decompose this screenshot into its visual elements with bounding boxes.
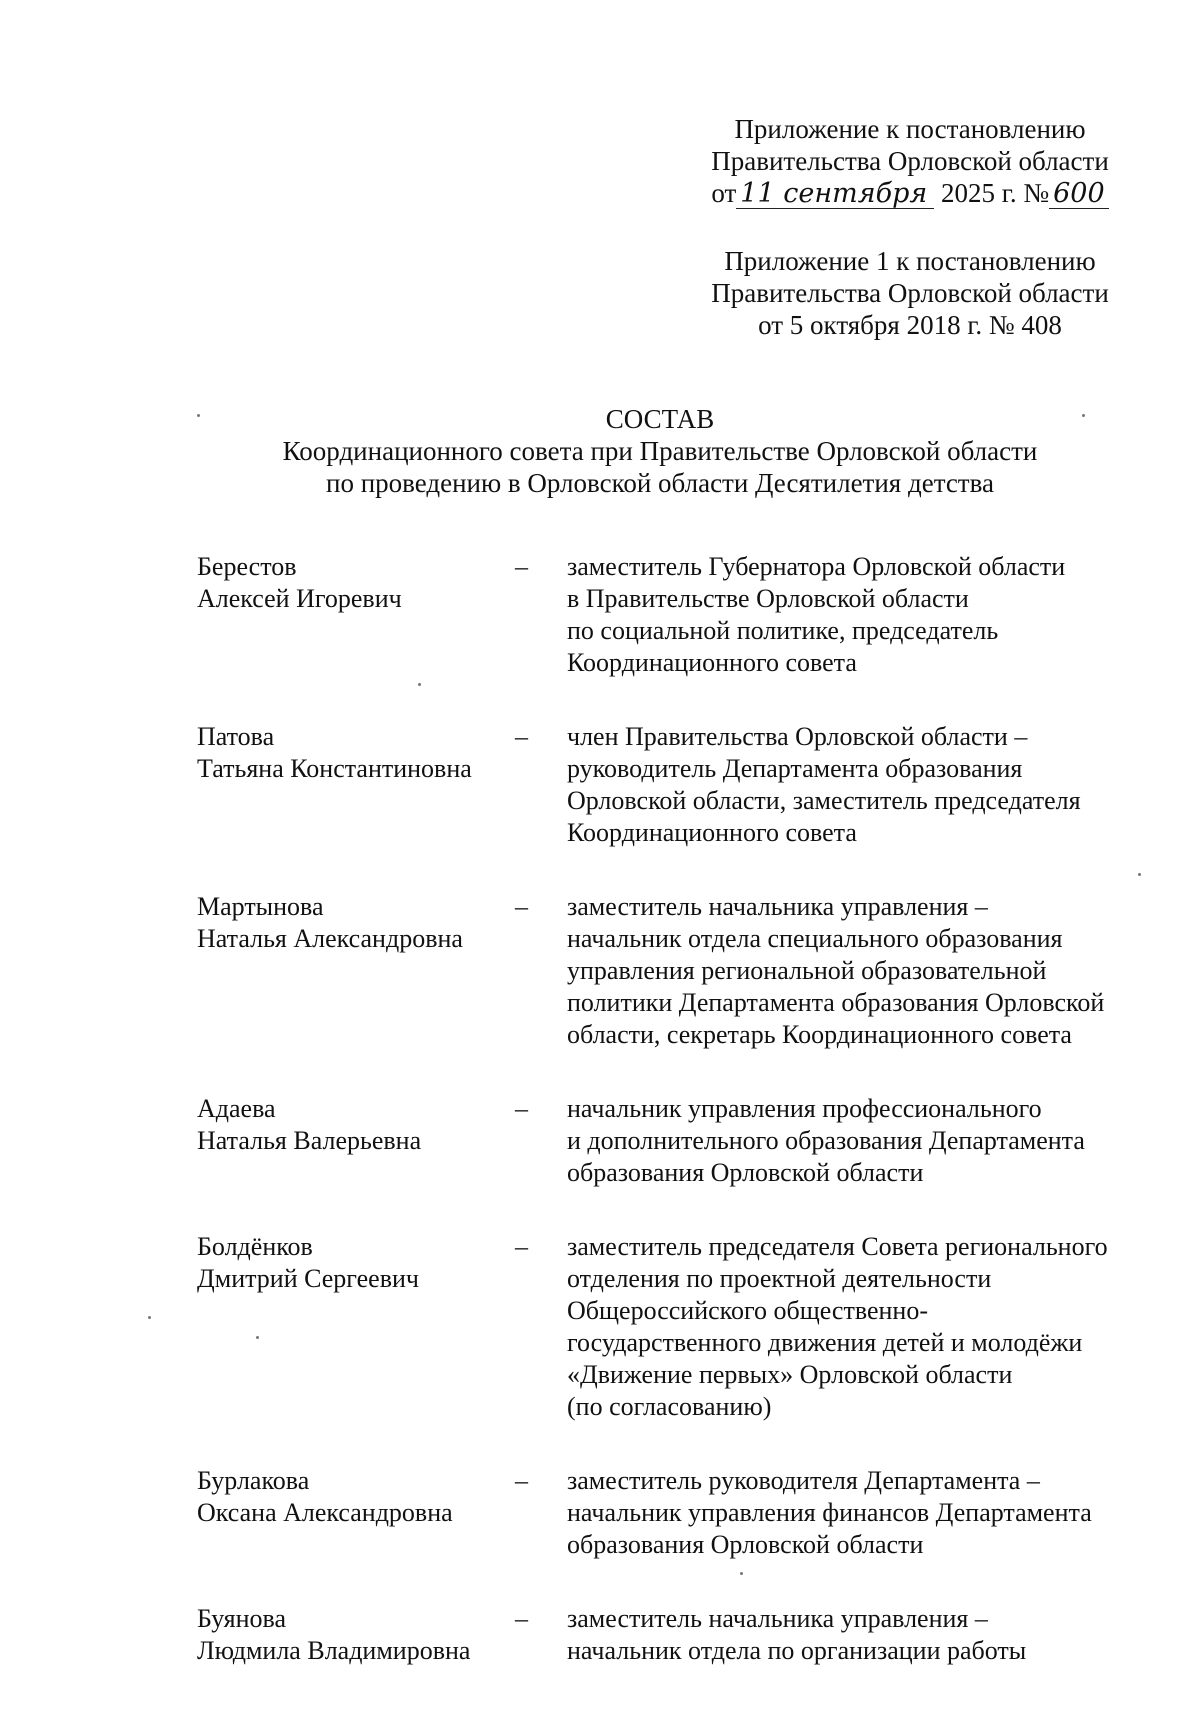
member-name xyxy=(197,551,515,679)
scan-speck xyxy=(148,1316,151,1319)
member-role: начальник управления профессионального и дополнительного образования Департамента образования Орловской области xyxy=(567,1094,1085,1187)
member-surname: Болдёнков xyxy=(197,1232,313,1261)
document-title xyxy=(160,403,1160,499)
member-row xyxy=(197,551,1157,679)
member-given-names: Наталья Александровна xyxy=(197,924,463,953)
member-role: заместитель начальника управления – начальник отдела специального образования управления региональной образовательной политики Департамента образования Орловской области, секретарь Координационного совета xyxy=(567,892,1105,1049)
title-heading: СОСТАВ xyxy=(605,404,715,434)
member-dash: – xyxy=(515,722,528,751)
member-dash: – xyxy=(515,1094,528,1123)
member-role: заместитель председателя Совета регионального отделения по проектной деятельности Общероссийского общественно- государственного движения детей и молодёжи «Движение первых» Орловской области (по согласованию) xyxy=(567,1232,1108,1421)
member-given-names: Оксана Александровна xyxy=(197,1498,453,1527)
title-line2: по проведению в Орловской области Десятилетия детства xyxy=(326,468,994,498)
appendix-current-date-line xyxy=(700,177,1120,209)
member-row xyxy=(197,721,1157,849)
appendix-original-line3: от 5 октября 2018 г. № 408 xyxy=(758,310,1062,340)
appendix-current-line1: Приложение к постановлению xyxy=(734,114,1086,144)
member-given-names: Дмитрий Сергеевич xyxy=(197,1264,419,1293)
member-name xyxy=(197,1603,515,1667)
member-row xyxy=(197,1465,1157,1561)
member-role: заместитель руководителя Департамента – начальник управления финансов Департамента образования Орловской области xyxy=(567,1466,1092,1559)
member-name xyxy=(197,1231,515,1423)
member-dash: – xyxy=(515,1232,528,1261)
scan-speck xyxy=(418,683,421,686)
member-dash: – xyxy=(515,1604,528,1633)
member-name xyxy=(197,891,515,1051)
member-role: член Правительства Орловской области – руководитель Департамента образования Орловской области, заместитель председателя Координационного совета xyxy=(567,722,1081,847)
member-row xyxy=(197,1603,1157,1667)
member-row xyxy=(197,1231,1157,1423)
appendix-original-line2: Правительства Орловской области xyxy=(711,278,1109,308)
member-given-names: Наталья Валерьевна xyxy=(197,1126,422,1155)
member-name xyxy=(197,1093,515,1189)
member-surname: Патова xyxy=(197,722,275,751)
scan-speck xyxy=(197,414,200,417)
member-row xyxy=(197,891,1157,1051)
member-dash: – xyxy=(515,552,528,581)
member-dash: – xyxy=(515,1466,528,1495)
member-given-names: Татьяна Константиновна xyxy=(197,754,472,783)
appendix-original-line1: Приложение 1 к постановлению xyxy=(724,246,1096,276)
members-list xyxy=(197,551,1157,1709)
member-surname: Буянова xyxy=(197,1604,286,1633)
member-name xyxy=(197,721,515,849)
scan-speck xyxy=(740,1572,743,1575)
member-role: заместитель начальника управления – начальник отдела по организации работы xyxy=(567,1604,1027,1665)
member-surname: Мартынова xyxy=(197,892,324,921)
member-dash: – xyxy=(515,892,528,921)
member-surname: Адаева xyxy=(197,1094,276,1123)
member-name xyxy=(197,1465,515,1561)
member-given-names: Алексей Игоревич xyxy=(197,584,402,613)
date-prefix: от xyxy=(711,178,737,208)
member-given-names: Людмила Владимировна xyxy=(197,1636,471,1665)
handwritten-number: 600 xyxy=(1049,180,1109,209)
title-line1: Координационного совета при Правительстве Орловской области xyxy=(282,436,1038,466)
handwritten-date: 11 сентября xyxy=(736,180,934,209)
appendix-original-header xyxy=(700,245,1120,341)
scan-speck xyxy=(1138,873,1141,876)
year-text: 2025 г. № xyxy=(941,178,1050,208)
member-role: заместитель Губернатора Орловской области в Правительстве Орловской области по социальной политике, председатель Координационного совета xyxy=(567,552,1066,677)
appendix-current-header xyxy=(700,113,1120,209)
member-row xyxy=(197,1093,1157,1189)
appendix-current-line2: Правительства Орловской области xyxy=(711,146,1109,176)
member-surname: Бурлакова xyxy=(197,1466,310,1495)
scan-speck xyxy=(256,1336,259,1339)
scan-speck xyxy=(1082,414,1085,417)
member-surname: Берестов xyxy=(197,552,297,581)
